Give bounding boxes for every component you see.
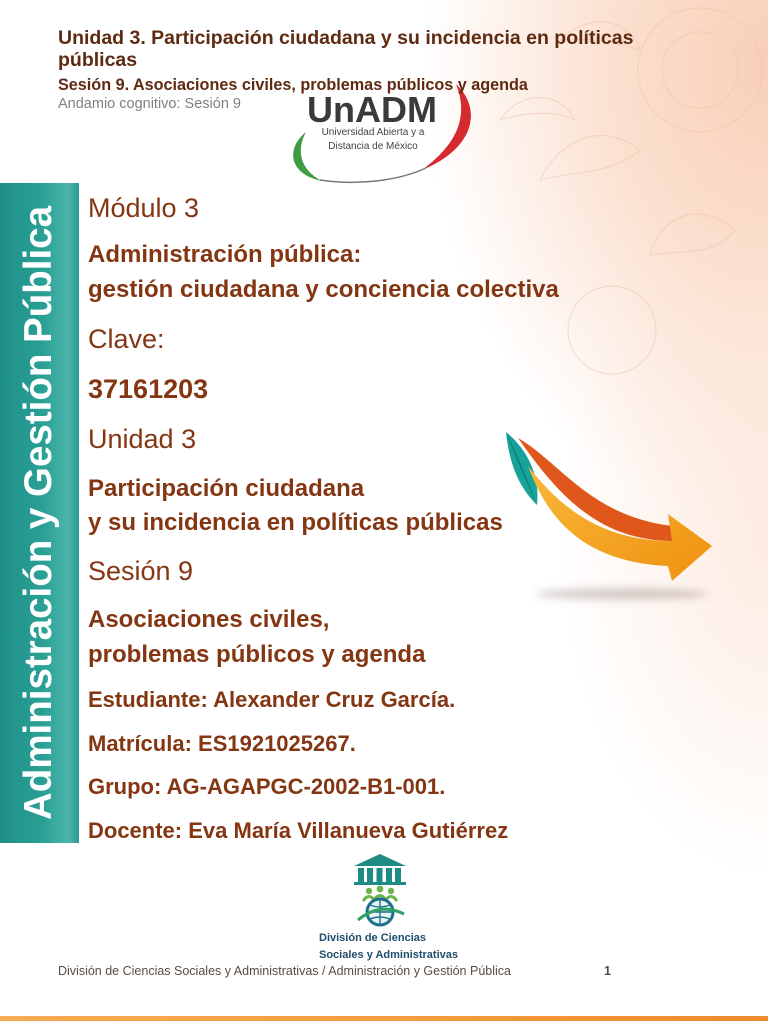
program-side-band-label: Administración y Gestión Pública	[17, 206, 61, 820]
university-logo-line-2: Distancia de México	[328, 141, 418, 152]
session-title-line-2: problemas públicos y agenda	[88, 641, 426, 668]
page-number: 1	[604, 963, 611, 978]
enrollment-number: Matrícula: ES1921025267.	[88, 731, 356, 756]
module-title-line-2: gestión ciudadana y conciencia colectiva	[88, 276, 559, 303]
unit-title-line-2: y su incidencia en políticas públicas	[88, 509, 503, 536]
teacher-name: Docente: Eva María Villanueva Gutiérrez	[88, 818, 509, 843]
document-session-title: Sesión 9. Asociaciones civiles, problemas públicos y agenda	[58, 76, 528, 94]
university-logo-name: UnADM	[307, 89, 437, 130]
unit-title-line-1: Participación ciudadana	[88, 475, 365, 502]
document-unit-title: Unidad 3. Participación ciudadana y su incidencia en políticas públicas	[58, 27, 634, 71]
program-side-band	[0, 183, 79, 843]
division-logo-line-1: División de Ciencias	[319, 931, 426, 944]
group-code: Grupo: AG-AGAPGC-2002-B1-001.	[88, 774, 446, 799]
division-logo-line-2: Sociales y Administrativas	[319, 948, 458, 961]
key-label: Clave:	[88, 324, 165, 354]
division-emblem-icon	[346, 850, 414, 928]
key-value: 37161203	[88, 374, 209, 404]
footer-text: División de Ciencias Sociales y Administrativas / Administración y Gestión Pública	[58, 963, 511, 978]
session-label: Sesión 9	[88, 556, 194, 586]
footer-accent-bar	[0, 1016, 768, 1021]
session-title-line-1: Asociaciones civiles,	[88, 606, 330, 633]
curved-arrow-icon	[480, 410, 730, 610]
arrow-shadow	[536, 588, 708, 600]
scaffold-label: Andamio cognitivo: Sesión 9	[58, 95, 241, 112]
university-logo-line-1: Universidad Abierta y a	[321, 127, 425, 138]
module-title-line-1: Administración pública:	[88, 241, 362, 268]
module-label: Módulo 3	[88, 193, 200, 223]
unit-label: Unidad 3	[88, 424, 197, 454]
student-name: Estudiante: Alexander Cruz García.	[88, 687, 456, 712]
